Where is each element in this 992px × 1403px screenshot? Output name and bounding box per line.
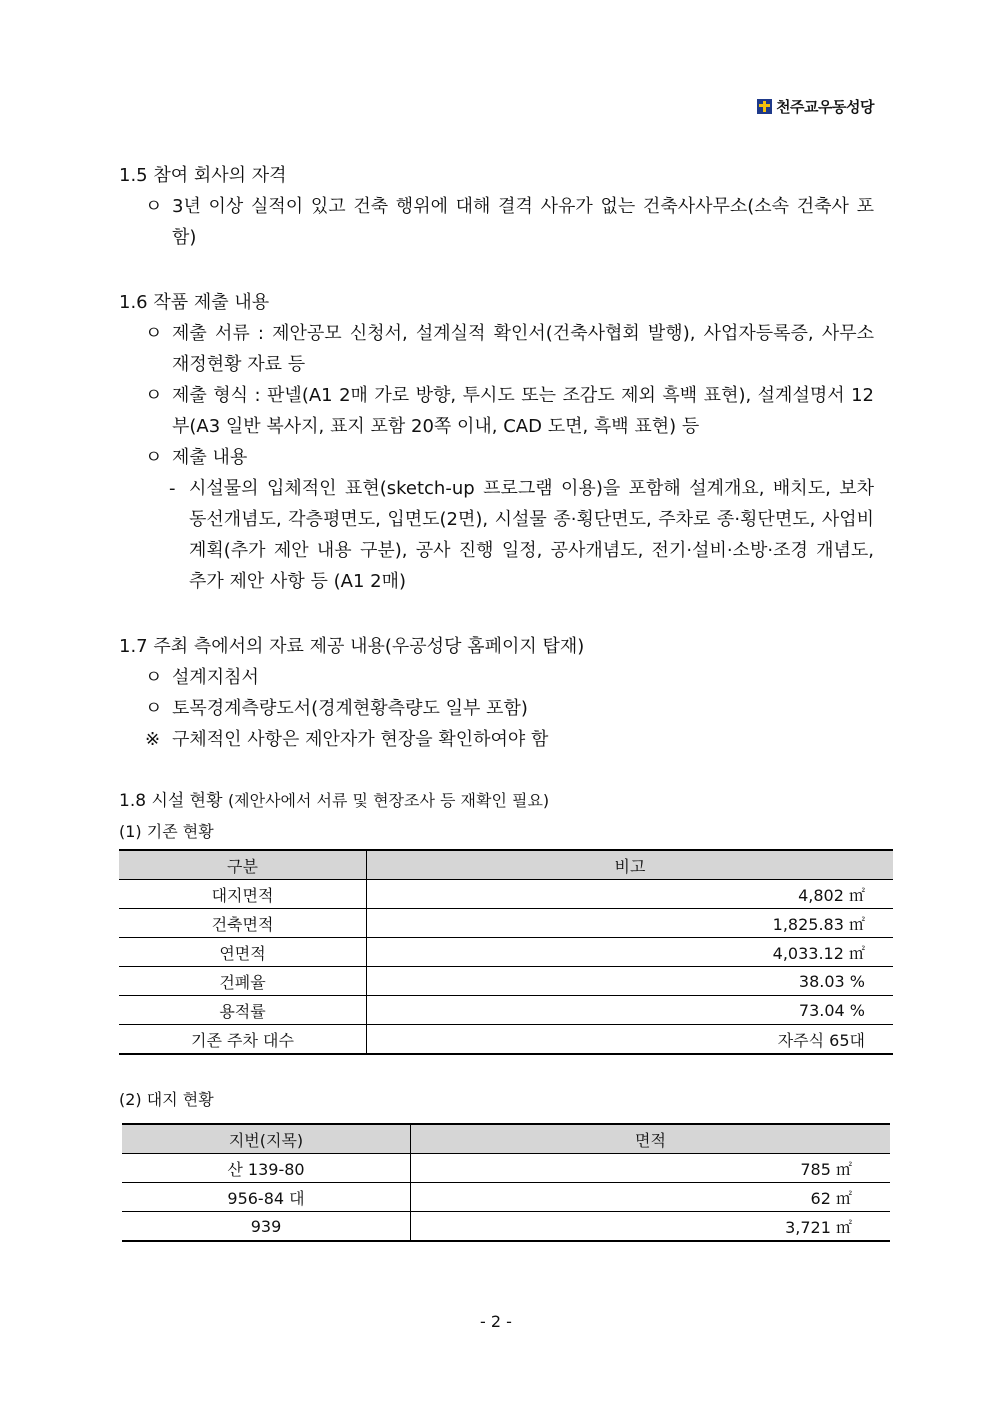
item-marker: ※ <box>145 729 161 750</box>
table-row <box>119 996 893 1025</box>
table-cell: 956-84 대 <box>122 1183 411 1212</box>
section-1-8-note: (제안사에서 서류 및 현장조사 등 재확인 필요) <box>227 791 550 810</box>
table-cell: 기존 주차 대수 <box>119 1025 367 1055</box>
list-item <box>119 724 874 755</box>
list-item <box>119 693 874 724</box>
table-cell: 자주식 65대 <box>367 1025 894 1055</box>
table-cell: 연면적 <box>119 938 367 967</box>
section-1-5-title: 1.5 참여 회사의 자격 <box>119 165 287 186</box>
table-row <box>122 1154 890 1183</box>
item-text: 제출 내용 <box>172 447 248 468</box>
table-row <box>122 1183 890 1212</box>
item-text: 설계지침서 <box>172 667 259 688</box>
sub-list-item <box>119 473 874 597</box>
item-marker: ㅇ <box>145 323 163 344</box>
table-cell: 대지면적 <box>119 880 367 909</box>
org-name: 천주교우동성당 <box>776 98 874 116</box>
table-cell: 939 <box>122 1212 411 1242</box>
item-marker: ㅇ <box>145 196 163 217</box>
column-header: 지번(지목) <box>122 1124 411 1154</box>
table-cell: 건축면적 <box>119 909 367 938</box>
list-item <box>119 191 874 253</box>
table-cell: 용적률 <box>119 996 367 1025</box>
column-header: 구분 <box>119 850 367 880</box>
document-body <box>119 160 874 1242</box>
item-marker: ㅇ <box>145 385 163 406</box>
church-logo <box>757 96 874 117</box>
table2-caption: (2) 대지 현황 <box>119 1090 214 1109</box>
site-status-table <box>122 1123 890 1242</box>
page-number: - 2 - <box>480 1312 512 1331</box>
list-item <box>119 662 874 693</box>
section-1-7-title: 1.7 주최 측에서의 자료 제공 내용(우공성당 홈페이지 탑재) <box>119 636 585 657</box>
sub-item-marker: - <box>169 478 176 499</box>
existing-status-table <box>119 849 893 1055</box>
sub-item-text: 시설물의 입체적인 표현(sketch-up 프로그램 이용)을 포함해 설계개요, 배치도, 보차 동선개념도, 각층평면도, 입면도(2면), 시설물 종·횡단면도, 주차로 종·횡단면도, 사업비 계획(추가 제안 내용 구분), 공사 진행 일정, 공사개념도, 전기·설비·소방·조경 개념도, 추가 제안 사항 등 (A1 2매) <box>189 478 874 592</box>
item-text: 제출 형식 : 판넬(A1 2매 가로 방향, 투시도 또는 조감도 제외 흑백 표현), 설계설명서 12부(A3 일반 복사지, 표지 포함 20쪽 이내, CAD 도면, 흑백 표현) 등 <box>172 385 874 437</box>
table-cell: 건폐율 <box>119 967 367 996</box>
item-marker: ㅇ <box>145 667 163 688</box>
table-cell: 62 ㎡ <box>411 1183 891 1212</box>
list-item <box>119 318 874 380</box>
column-header: 비고 <box>367 850 894 880</box>
table-row <box>122 1212 890 1242</box>
cross-logo-icon <box>757 99 772 114</box>
table-cell: 4,033.12 ㎡ <box>367 938 894 967</box>
table-cell: 산 139-80 <box>122 1154 411 1183</box>
table-cell: 3,721 ㎡ <box>411 1212 891 1242</box>
table-row <box>119 938 893 967</box>
column-header: 면적 <box>411 1124 891 1154</box>
list-item <box>119 442 874 473</box>
item-text: 3년 이상 실적이 있고 건축 행위에 대해 결격 사유가 없는 건축사사무소(소속 건축사 포함) <box>172 196 874 248</box>
table1-caption: (1) 기존 현황 <box>119 822 214 841</box>
item-text: 제출 서류 : 제안공모 신청서, 설계실적 확인서(건축사협회 발행), 사업자등록증, 사무소 재정현황 자료 등 <box>172 323 874 375</box>
section-1-6-title: 1.6 작품 제출 내용 <box>119 292 270 313</box>
table-row <box>119 967 893 996</box>
table-row <box>119 909 893 938</box>
table-cell: 1,825.83 ㎡ <box>367 909 894 938</box>
section-1-8-heading: 1.8 시설 현황 <box>119 791 223 811</box>
table-cell: 38.03 % <box>367 967 894 996</box>
table-cell: 785 ㎡ <box>411 1154 891 1183</box>
table-row <box>119 1025 893 1055</box>
list-item <box>119 380 874 442</box>
table-header-row <box>119 850 893 880</box>
table-cell: 73.04 % <box>367 996 894 1025</box>
item-text: 토목경계측량도서(경계현황측량도 일부 포함) <box>172 698 528 719</box>
table-cell: 4,802 ㎡ <box>367 880 894 909</box>
table-row <box>119 880 893 909</box>
item-text: 구체적인 사항은 제안자가 현장을 확인하여야 함 <box>172 729 549 750</box>
item-marker: ㅇ <box>145 447 163 468</box>
item-marker: ㅇ <box>145 698 163 719</box>
table-header-row <box>122 1124 890 1154</box>
section-1-8-title <box>119 785 874 817</box>
